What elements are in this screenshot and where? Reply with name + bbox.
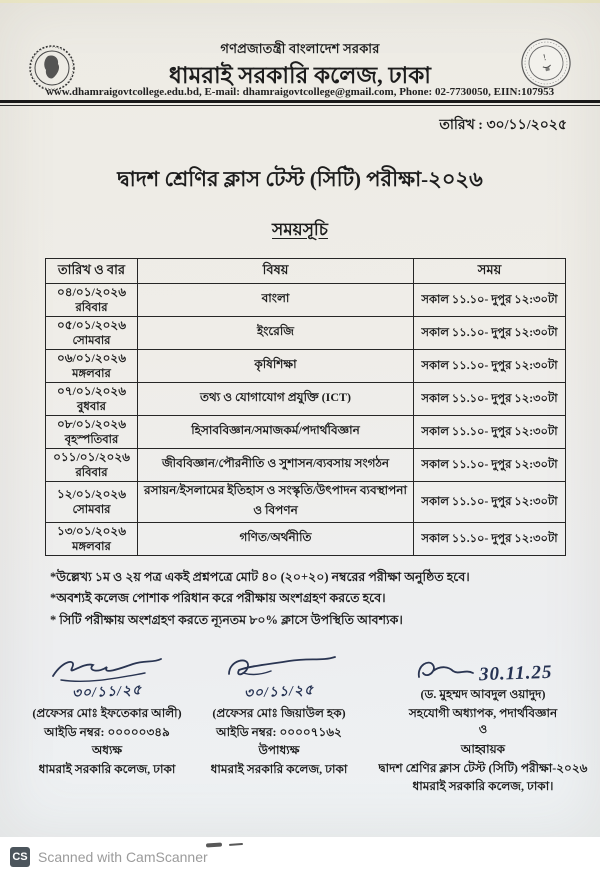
cell-subject: কৃষিশিক্ষা <box>138 350 414 383</box>
cell-date: ১২/০১/২০২৬ সোমবার <box>46 482 138 523</box>
convener-signature-icon <box>372 655 594 685</box>
handwritten-date: ৩০/১১/২৫ <box>243 683 315 702</box>
cell-date: ০৬/০১/২০২৬ মঙ্গলবার <box>46 350 138 383</box>
table-row <box>46 383 566 416</box>
cell-subject: গণিত/অর্থনীতি <box>138 523 414 556</box>
cell-subject: রসায়ন/ইসলামের ইতিহাস ও সংস্কৃতি/উৎপাদন ব্যবস্থাপনা ও বিপণন <box>138 482 414 523</box>
exam-schedule-table <box>45 258 566 556</box>
scan-edge-strip <box>0 0 600 3</box>
contact-line: www.dhamraigovtcollege.edu.bd, E-mail: dhamraigovtcollege@gmail.com, Phone: 02-7730050, EIIN:107953 <box>45 86 555 98</box>
signatory-title: উপাধ্যক্ষ <box>258 743 300 758</box>
signatory-org: ধামরাই সরকারি কলেজ, ঢাকা <box>38 761 176 776</box>
table-header-row <box>46 259 566 284</box>
svg-text:!: ! <box>541 51 548 63</box>
note-line: *অবশ্যই কলেজ পোশাক পরিধান করে পরীক্ষায় অংশগ্রহণ করতে হবে। <box>50 591 386 606</box>
camscanner-badge-icon: CS <box>10 847 30 867</box>
cell-subject: তথ্য ও যোগাযোগ প্রযুক্তি (ICT) <box>138 383 414 416</box>
cell-time: সকাল ১১.১০- দুপুর ১২:৩০টা <box>414 284 566 317</box>
note-line: *উল্লেখ্য ১ম ও ২য় পত্র একই প্রশ্নপত্রে মোট ৪০ (২০+২০) নম্বরের পরীক্ষা অনুষ্ঠিত হবে। <box>50 570 470 584</box>
college-name: ধামরাই সরকারি কলেজ, ঢাকা <box>169 63 431 88</box>
table-row <box>46 523 566 556</box>
signatory-title: অধ্যক্ষ <box>91 743 123 758</box>
cell-time: সকাল ১১.১০- দুপুর ১২:৩০টা <box>414 449 566 482</box>
signatory-event: দ্বাদশ শ্রেণির ক্লাস টেস্ট (সিটি) পরীক্ষা-২০২৬ <box>378 760 588 775</box>
cell-subject: হিসাববিজ্ঞান/সমাজকর্ম/পদার্থবিজ্ঞান <box>138 416 414 449</box>
signatory-id: আইডি নম্বর: ০০০০০৩৪৯ <box>44 724 170 739</box>
signatory-org: ধামরাই সরকারি কলেজ, ঢাকা <box>210 761 348 776</box>
table-row <box>46 449 566 482</box>
signatory-name: (ড. মুহম্মদ আবদুল ওয়াদুদ) <box>420 687 546 701</box>
header-time: সময় <box>414 259 566 284</box>
cell-subject: জীববিজ্ঞান/পৌরনীতি ও সুশাসন/ব্যবসায় সংগঠন <box>138 449 414 482</box>
cell-date: ০১১/০১/২০২৬ রবিবার <box>46 449 138 482</box>
note-line: * সিটি পরীক্ষায় অংশগ্রহণ করতে ন্যূনতম ৮০% ক্লাসে উপস্থিতি আবশ্যক। <box>50 612 403 627</box>
header-subject: বিষয় <box>138 259 414 284</box>
document-title: দ্বাদশ শ্রেণির ক্লাস টেস্ট (সিটি) পরীক্ষা-২০২৬ <box>117 167 483 191</box>
cell-time: সকাল ১১.১০- দুপুর ১২:৩০টা <box>414 383 566 416</box>
signatory-title: সহযোগী অধ্যাপক, পদার্থবিজ্ঞান <box>408 705 558 720</box>
notes-section <box>50 567 550 631</box>
cell-date: ১৩/০১/২০২৬ মঙ্গলবার <box>46 523 138 556</box>
signature-convener <box>372 655 594 796</box>
signature-principal <box>26 652 188 778</box>
table-row <box>46 350 566 383</box>
table-row <box>46 482 566 523</box>
handwritten-date: ৩০/১১/২৫ <box>71 683 143 702</box>
table-row <box>46 416 566 449</box>
signatory-role: আহ্বায়ক <box>460 742 506 756</box>
camscanner-text: Scanned with CamScanner <box>38 849 208 865</box>
cell-time: সকাল ১১.১০- দুপুর ১২:৩০টা <box>414 350 566 383</box>
cell-subject: ইংরেজি <box>138 317 414 350</box>
issue-date: তারিখ : ৩০/১১/২০২৫ <box>439 118 567 133</box>
conjunction: ও <box>478 724 488 737</box>
signatory-name: (প্রফেসর মোঃ ইফতেকার আলী) <box>32 706 182 720</box>
table-row <box>46 284 566 317</box>
cell-date: ০৫/০১/২০২৬ সোমবার <box>46 317 138 350</box>
cell-date: ০৪/০১/২০২৬ রবিবার <box>46 284 138 317</box>
header-date-day: তারিখ ও বার <box>46 259 138 284</box>
cell-time: সকাল ১১.১০- দুপুর ১২:৩০টা <box>414 416 566 449</box>
cell-date: ০৭/০১/২০২৬ বুধবার <box>46 383 138 416</box>
header-divider-thick <box>0 100 600 103</box>
cell-time: সকাল ১১.১০- দুপুর ১২:৩০টা <box>414 317 566 350</box>
government-line: গণপ্রজাতন্ত্রী বাংলাদেশ সরকার <box>220 41 380 56</box>
cell-date: ০৮/০১/২০২৬ বৃহস্পতিবার <box>46 416 138 449</box>
camscanner-footer <box>0 837 600 877</box>
signature-vice-principal <box>198 652 360 778</box>
cell-subject: বাংলা <box>138 284 414 317</box>
handwritten-date: 30.11.25 <box>478 661 554 686</box>
signatory-name: (প্রফেসর মোঃ জিয়াউল হক) <box>212 706 346 720</box>
table-row <box>46 317 566 350</box>
document-subtitle: সময়সূচি <box>272 220 328 239</box>
signatory-org: ধামরাই সরকারি কলেজ, ঢাকা। <box>412 779 554 794</box>
header-divider-thin <box>0 105 600 106</box>
cell-time: সকাল ১১.১০- দুপুর ১২:৩০টা <box>414 482 566 523</box>
signatory-id: আইডি নম্বর: ০০০০৭১৬২ <box>216 724 342 739</box>
cell-time: সকাল ১১.১০- দুপুর ১২:৩০টা <box>414 523 566 556</box>
